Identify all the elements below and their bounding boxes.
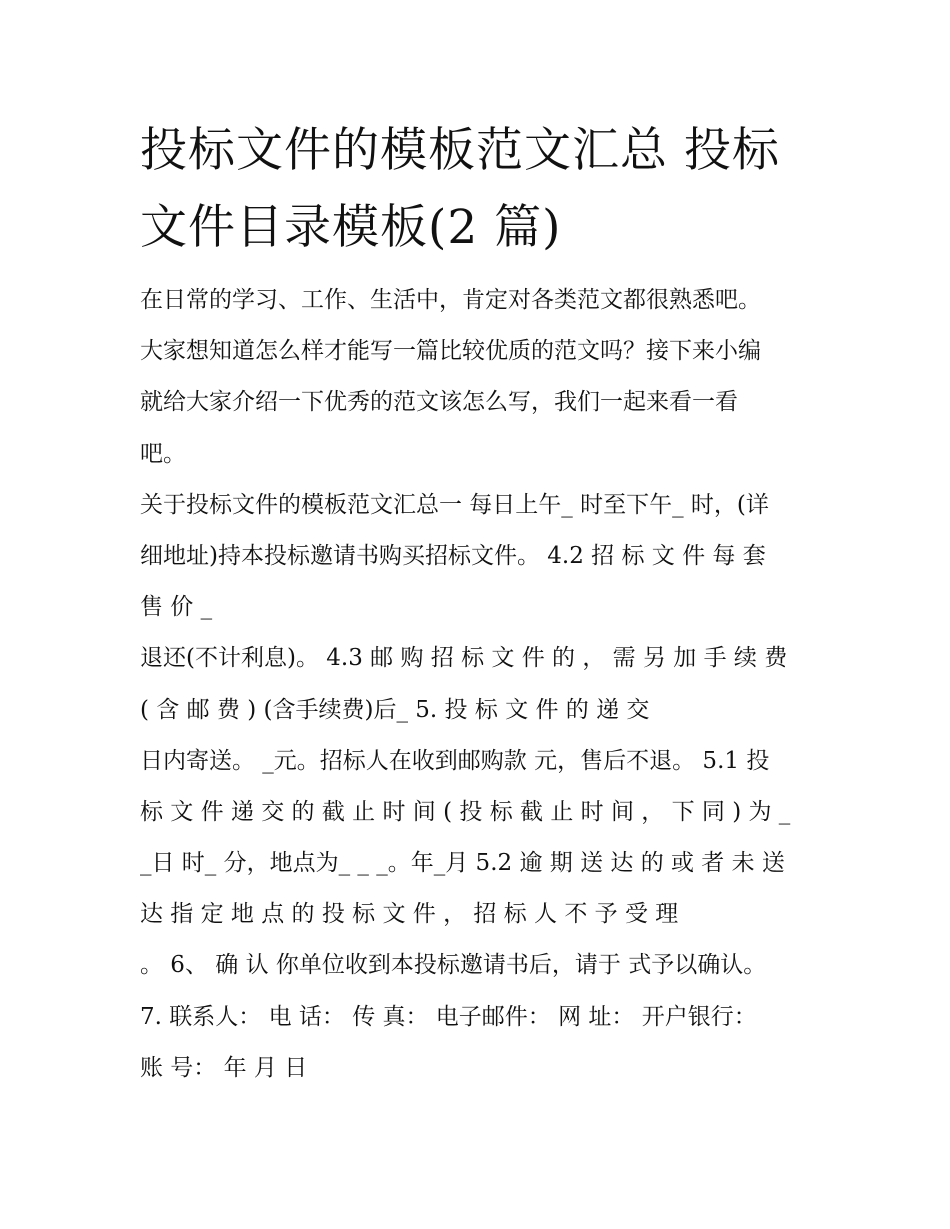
document-title	[140, 112, 820, 266]
title-line: 投标文件的模板范文汇总 投标	[140, 123, 780, 178]
body-line: 7. 联系人： 电 话： 传 真： 电子邮件： 网 址： 开户银行：	[140, 1003, 757, 1030]
body-line: 大家想知道怎么样才能写一篇比较优质的范文吗？接下来小编	[140, 338, 761, 365]
body-line: 售 价 _	[140, 594, 213, 621]
body-line: ( 含 邮 费 ) (含手续费)后_ 5. 投 标 文 件 的 递 交	[140, 696, 650, 723]
body-line: 就给大家介绍一下优秀的范文该怎么写，我们一起来看一看	[140, 389, 738, 416]
body-line: 账 号： 年 月 日	[140, 1054, 308, 1081]
body-line: 吧。	[140, 440, 186, 467]
title-line: 文件目录模板(2 篇)	[140, 200, 562, 255]
body-line: 退还(不计利息)。 4.3 邮 购 招 标 文 件 的 ， 需 另 加 手 续 费	[140, 645, 788, 672]
body-line: 在日常的学习、工作、生活中，肯定对各类范文都很熟悉吧。	[140, 287, 761, 313]
body-line: 。 6、 确 认 你单位收到本投标邀请书后，请于 式予以确认。	[140, 952, 767, 979]
body-line: 细地址)持本投标邀请书购买招标文件。 4.2 招 标 文 件 每 套	[140, 542, 766, 569]
body-line: 日内寄送。 _元。招标人在收到邮购款 元，售后不退。 5.1 投	[140, 747, 770, 774]
document-body	[140, 275, 830, 1094]
body-line: 达 指 定 地 点 的 投 标 文 件 ， 招 标 人 不 予 受 理	[140, 901, 679, 928]
body-line: 关于投标文件的模板范文汇总一 每日上午_ 时至下午_ 时，(详	[140, 491, 769, 518]
body-line: 标 文 件 递 交 的 截 止 时 间 ( 投 标 截 止 时 间 ， 下 同 ) 为 _	[140, 798, 791, 825]
body-line: _日 时_ 分，地点为_ _ _。年_月 5.2 逾 期 送 达 的 或 者 未 送	[140, 850, 785, 877]
